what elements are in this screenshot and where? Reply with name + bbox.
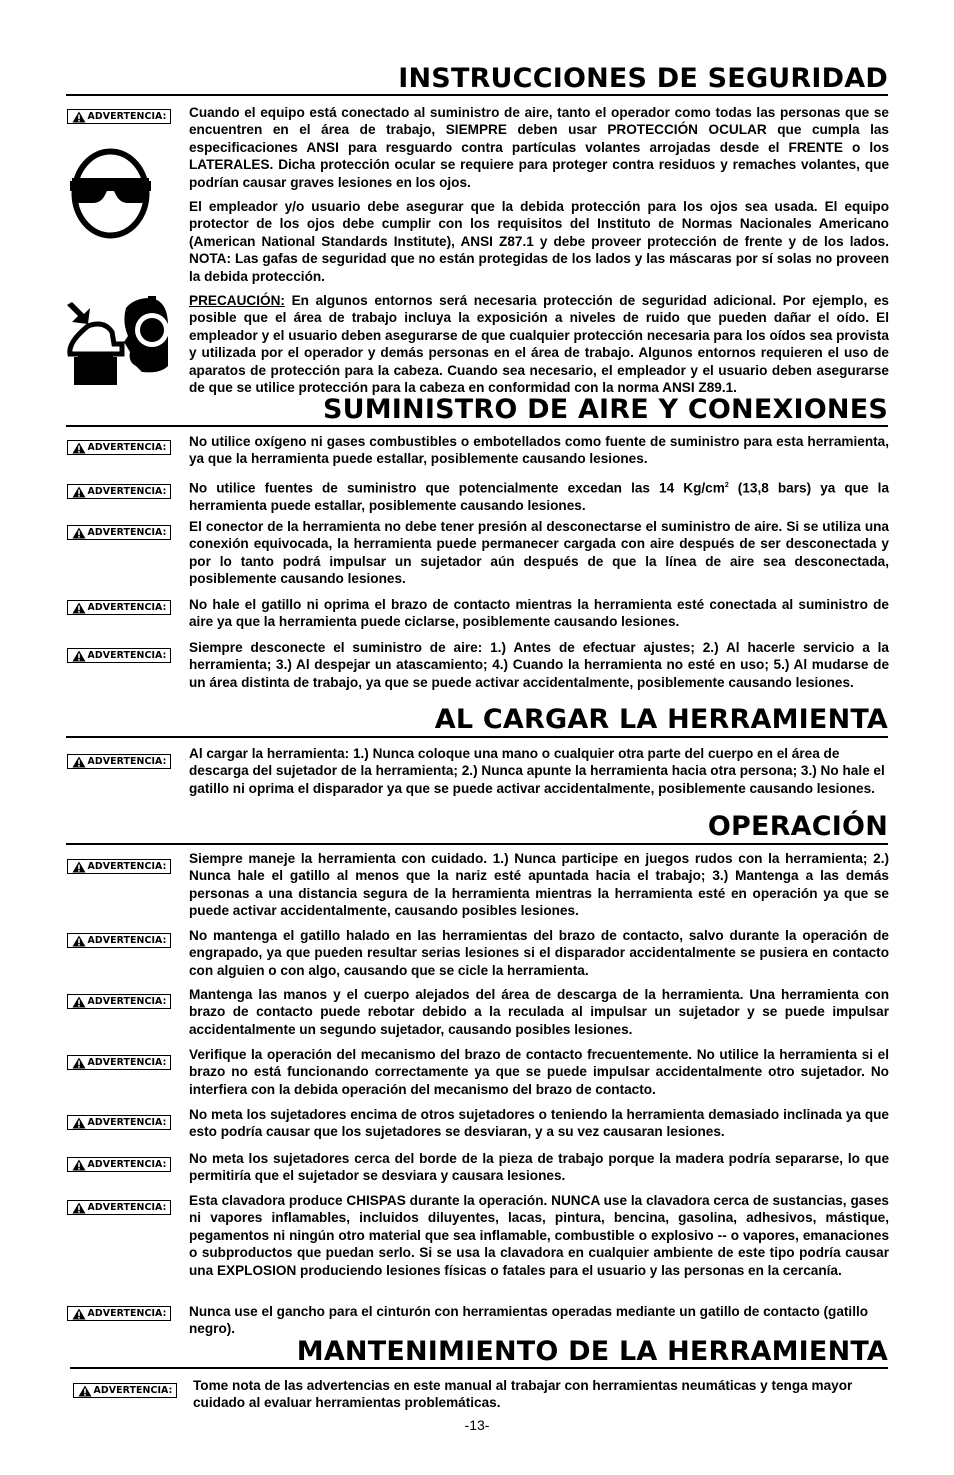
warning-text: Siempre desconecte el suministro de aire: 1.) Antes de efectuar ajustes; 2.) Al hacerle servicio a la herramienta; 3.) Al despejar un atascamiento; 4.) Cuando la herramienta no esté en uso; 5.) Al mudarse de un área distinta de trabajo, ya que se puede activar accidentalmente, posiblemente causando lesiones. <box>189 640 889 690</box>
warning-triangle-icon <box>72 1057 86 1069</box>
warning-triangle-icon <box>72 527 86 539</box>
section-rule <box>66 736 888 738</box>
warning-text: Tome nota de las advertencias en este manual al trabajar con herramientas neumáticas y tenga mayor cuidado al evaluar herramientas problemáticas. <box>193 1378 853 1411</box>
warning-badge <box>73 1383 177 1398</box>
section-rule <box>70 1367 888 1369</box>
section-title-mantenimiento: MANTENIMIENTO DE LA HERRAMIENTA <box>296 1336 888 1367</box>
warning-text: Al cargar la herramienta: 1.) Nunca coloque una mano o cualquier otra parte del cuerpo en el área de descarga del sujetador de la herramienta; 2.) Nunca apunte la herramienta hacia otra persona; 3.) No hale el gatillo ni oprima el disparador ya que se puede activar accidentalmente, posiblemente causando lesiones. <box>189 746 885 796</box>
pressure-text-start: No utilice fuentes de suministro que potencialmente excedan las 14 Kg/cm <box>189 480 725 496</box>
warning-text: No utilice oxígeno ni gases combustibles o embotellados como fuente de suministro para esta herramienta, ya que la herramienta puede estallar, posiblemente causando lesiones. <box>189 434 889 467</box>
caution-paragraph <box>189 292 889 396</box>
warning-text: No hale el gatillo ni oprima el brazo de contacto mientras la herramienta esté conectada al suministro de aire ya que la herramienta puede ciclarse, posiblemente causando lesiones. <box>189 597 889 630</box>
warning-badge-label: ADVERTENCIA: <box>87 1116 167 1128</box>
warning-badge <box>67 1115 171 1130</box>
warning-badge-label: ADVERTENCIA: <box>87 860 167 872</box>
page-number: -13- <box>464 1417 490 1433</box>
section-title-operacion: OPERACIÓN <box>707 811 888 842</box>
warning-badge-label: ADVERTENCIA: <box>93 1384 173 1396</box>
warning-triangle-icon <box>72 996 86 1008</box>
warning-badge-label: ADVERTENCIA: <box>87 1201 167 1213</box>
superscript: 2 <box>724 482 729 489</box>
warning-badge-label: ADVERTENCIA: <box>87 601 167 613</box>
warning-badge-label: ADVERTENCIA: <box>87 441 167 453</box>
warning-badge-label: ADVERTENCIA: <box>87 1307 167 1319</box>
section-title-cargar: AL CARGAR LA HERRAMIENTA <box>434 704 888 735</box>
warning-badge-label: ADVERTENCIA: <box>87 1056 167 1068</box>
warning-badge <box>67 859 171 874</box>
warning-text: Nunca use el gancho para el cinturón con herramientas operadas mediante un gatillo de contacto (gatillo negro). <box>189 1304 869 1337</box>
warning-badge-label: ADVERTENCIA: <box>87 526 167 538</box>
warning-triangle-icon <box>72 1308 86 1320</box>
warning-badge <box>67 648 171 663</box>
caution-text: En algunos entornos será necesaria protección de seguridad adicional. Por ejemplo, es posible que el área de trabajo incluya la exposición a niveles de ruido que pueden dañar el oído. El empleador y el usuario deben asegurarse de que cualquier protección necesaria para los oídos sea provista y utilizada por el operador y demás personas en el área de trabajo. Algunos entornos requieren el uso de aparatos de protección para la cabeza. Cuando sea necesario, el empleador y el usuario deben asegurarse de que se utilice protección para la cabeza en conformidad con la norma ANSI Z89.1. <box>189 293 889 396</box>
warning-text: No mantenga el gatillo halado en las herramientas del brazo de contacto, salvo durante la operación de engrapado, ya que pueden resultar serias lesiones si el disparador accidentalmente se pusiera en contacto con alguien o con algo, causando que se cicle la herramienta. <box>189 928 889 978</box>
warning-badge <box>67 525 171 540</box>
warning-badge-label: ADVERTENCIA: <box>87 995 167 1007</box>
warning-badge <box>67 109 171 124</box>
warning-badge-label: ADVERTENCIA: <box>87 110 167 122</box>
warning-triangle-icon <box>72 1117 86 1129</box>
warning-text: No meta los sujetadores encima de otros sujetadores o teniendo la herramienta demasiado inclinada ya que esto podría causar que los sujetadores se desviaran, y a su vez causaran lesiones. <box>189 1107 889 1140</box>
safety-paragraph: Cuando el equipo está conectado al suministro de aire, tanto el operador como todas las personas que se encuentren en el área de trabajo, SIEMPRE deben usar PROTECCIÓN OCULAR que cumpla las especificaciones ANSI para resguardo contra partículas volantes arrojadas desde el FRENTE o los LATERALES. Dicha protección ocular se requiere para proteger contra residuos y remaches volantes, que podrían causar graves lesiones en los ojos. <box>189 105 889 190</box>
safety-goggles-icon <box>70 148 151 239</box>
warning-badge <box>67 994 171 1009</box>
caution-label: PRECAUCIÓN: <box>189 293 285 308</box>
warning-badge <box>67 1306 171 1321</box>
warning-triangle-icon <box>72 111 86 123</box>
warning-triangle-icon <box>72 1159 86 1171</box>
warning-badge <box>67 1200 171 1215</box>
section-rule <box>66 94 888 96</box>
safety-paragraph: El empleador y/o usuario debe asegurar que la debida protección para los ojos sea usada. El equipo protector de los ojos debe cumplir con los requisitos del Instituto de Normas Nacionales Americano (American National Standards Institute), ANSI Z87.1 y debe proveer protección de frente y de los lados. NOTA: Las gafas de seguridad que no están protegidas de los lados y las máscaras por sí solas no proveen la debida protección. <box>189 199 889 284</box>
warning-text: No meta los sujetadores cerca del borde de la pieza de trabajo porque la madera podría separarse, lo que permitiría que el sujetador se desviara y causara lesiones. <box>189 1151 889 1184</box>
warning-text: Esta clavadora produce CHISPAS durante la operación. NUNCA use la clavadora cerca de sustancias, gases ni vapores inflamables, incluidos diluyentes, lacas, pintura, bencina, gasolina, adhesivos, mástique, pegamentos ni ningún otro material que sea inflamable, combustible o explosivo -- o vapores, emanaciones o subproductos que puedan serlo. Si se usa la clavadora en cualquier ambiente de este tipo podría causar una EXPLOSION produciendo lesiones físicas o fatales para el usuario y las personas en la cercanía. <box>189 1193 889 1278</box>
warning-text <box>189 477 889 514</box>
warning-badge-label: ADVERTENCIA: <box>87 934 167 946</box>
warning-text: Mantenga las manos y el cuerpo alejados del área de descarga de la herramienta. Una herramienta con brazo de contacto puede rebotar debido a la reculada al impulsar un sujetador y se puede impulsar accidentalmente un segundo sujetador, causando posibles lesiones. <box>189 987 889 1037</box>
section-rule <box>66 425 888 427</box>
warning-text: Siempre maneje la herramienta con cuidado. 1.) Nunca participe en juegos rudos con la herramienta; 2.) Nunca hale el gatillo al menos que la nariz esté apuntada hacia el trabajo; 3.) Mantenga a las demás personas a una distancia segura de la herramienta mientras la herramienta esté en operación ya que se puede activar accidentalmente, causando posibles lesiones. <box>189 851 889 919</box>
warning-triangle-icon <box>72 861 86 873</box>
warning-badge-label: ADVERTENCIA: <box>87 755 167 767</box>
warning-badge <box>67 484 171 499</box>
warning-badge <box>67 440 171 455</box>
warning-badge <box>67 754 171 769</box>
warning-text: Verifique la operación del mecanismo del brazo de contacto frecuentemente. No utilice la herramienta si el brazo no está funcionando correctamente ya que se puede impulsar accidentalmente otro sujetador. No interfiera con la debida operación del mecanismo del brazo de contacto. <box>189 1047 889 1097</box>
warning-badge-label: ADVERTENCIA: <box>87 1158 167 1170</box>
section-title-seguridad: INSTRUCCIONES DE SEGURIDAD <box>398 63 888 94</box>
warning-triangle-icon <box>72 602 86 614</box>
ear-and-head-protection-icon <box>64 296 170 386</box>
warning-triangle-icon <box>72 1202 86 1214</box>
warning-badge-label: ADVERTENCIA: <box>87 649 167 661</box>
pressure-text-end: (13,8 bars) ya que la herramienta puede estallar, posiblemente causando lesiones. <box>189 480 889 513</box>
warning-text: El conector de la herramienta no debe tener presión al desconectarse el suministro de aire. Si se utiliza una conexión equivocada, la herramienta puede permanecer cargada con aire después de ser desconectada y por lo tanto podrá impulsar un sujetador aún después de que la línea de aire sea desconectada, posiblemente causando lesiones. <box>189 519 889 587</box>
warning-triangle-icon <box>72 935 86 947</box>
warning-triangle-icon <box>78 1385 92 1397</box>
warning-badge-label: ADVERTENCIA: <box>87 485 167 497</box>
warning-triangle-icon <box>72 756 86 768</box>
warning-triangle-icon <box>72 442 86 454</box>
section-rule <box>66 843 888 845</box>
section-title-suministro: SUMINISTRO DE AIRE Y CONEXIONES <box>322 394 888 425</box>
warning-badge <box>67 933 171 948</box>
warning-badge <box>67 600 171 615</box>
warning-triangle-icon <box>72 650 86 662</box>
warning-badge <box>67 1157 171 1172</box>
warning-badge <box>67 1055 171 1070</box>
warning-triangle-icon <box>72 486 86 498</box>
